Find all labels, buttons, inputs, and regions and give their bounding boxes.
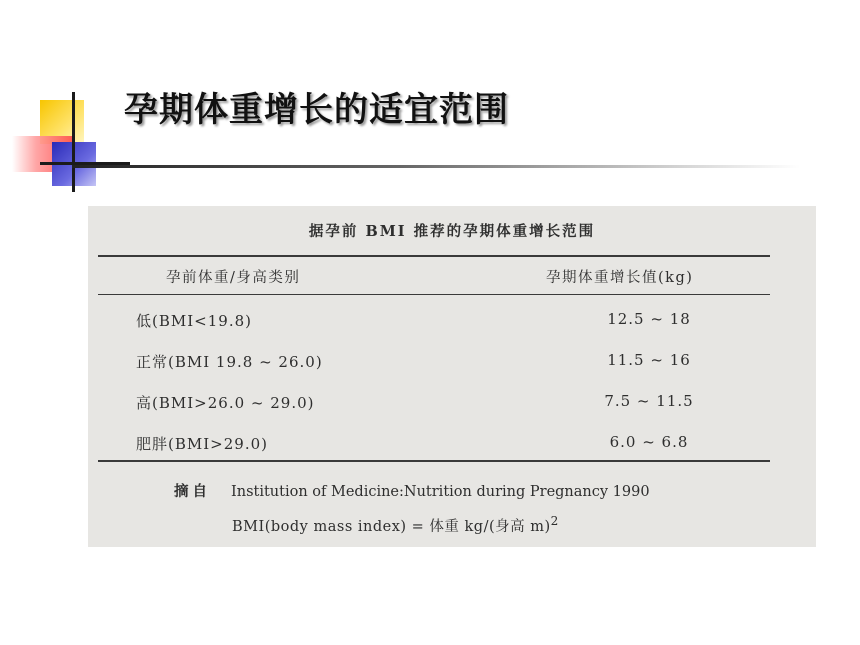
table-row — [88, 351, 816, 381]
table-row — [88, 392, 816, 422]
bmi-table-panel — [88, 206, 816, 547]
table-row — [88, 433, 816, 463]
row-category: 低(BMI<19.8) — [136, 312, 252, 330]
table-header-rule — [98, 294, 770, 295]
formula-exponent: 2 — [550, 514, 559, 528]
row-value: 12.5 ~ 18 — [607, 310, 691, 328]
bmi-formula — [232, 514, 559, 536]
slide-title: 孕期体重增长的适宜范围 — [124, 90, 509, 130]
table-caption: 据孕前 BMI 推荐的孕期体重增长范围 — [308, 223, 596, 240]
table-top-rule — [98, 255, 770, 257]
logo-vertical-line — [72, 92, 75, 192]
row-value: 11.5 ~ 16 — [607, 351, 691, 369]
row-category: 高(BMI>26.0 ~ 29.0) — [136, 394, 315, 412]
row-category: 肥胖(BMI>29.0) — [136, 435, 268, 453]
title-underline — [72, 165, 800, 168]
row-category: 正常(BMI 19.8 ~ 26.0) — [136, 353, 323, 371]
formula-text: BMI(body mass index) = 体重 kg/(身高 m) — [232, 518, 551, 535]
source-text: Institution of Medicine:Nutrition during Pregnancy 1990 — [231, 484, 650, 500]
row-value: 7.5 ~ 11.5 — [604, 392, 694, 410]
table-bottom-rule — [98, 460, 770, 462]
row-value: 6.0 ~ 6.8 — [609, 433, 689, 451]
table-row — [88, 310, 816, 340]
source-note — [174, 480, 650, 501]
slide-logo-decoration — [0, 0, 130, 200]
column-header-weight-gain: 孕期体重增长值(kg) — [546, 270, 694, 286]
column-header-category: 孕前体重/身高类别 — [166, 270, 301, 286]
source-label: 摘自 — [174, 483, 211, 500]
